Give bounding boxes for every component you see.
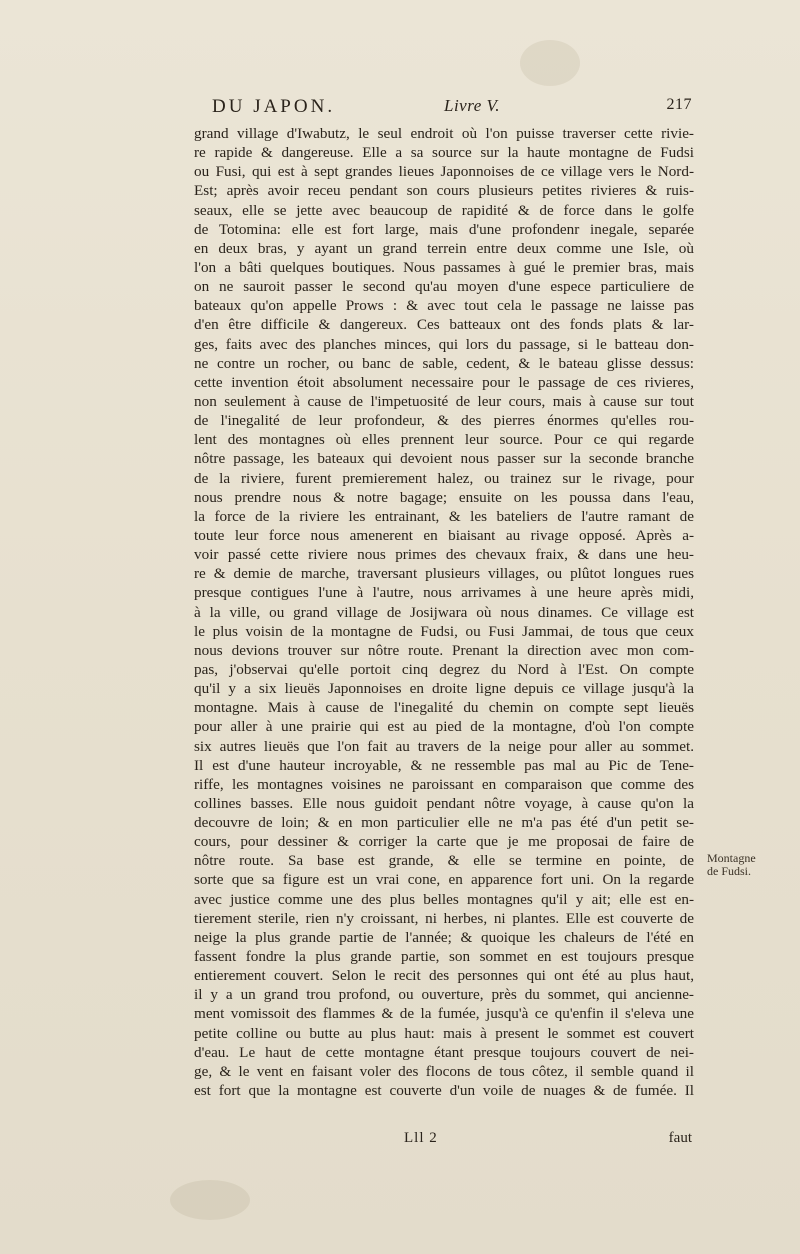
text-line: le plus voisin de la montagne de Fudsi, ou Fusi Jammai, de tous que ceux xyxy=(194,622,694,640)
text-line: riffe, les montagnes voisines ne paroissant en comparaison que comme des xyxy=(194,775,694,793)
text-line: grand village d'Iwabutz, le seul endroit où l'on puisse traverser cette rivie- xyxy=(194,125,694,142)
text-line: decouvre de loin; & en mon particulier elle ne m'a pas été d'un petit se- xyxy=(194,814,694,832)
text-line: tierement sterile, rien n'y croissant, ni herbes, ni plantes. Elle est couverte de xyxy=(194,909,694,927)
text-line: montagne. Mais à cause de l'inegalité du chemin on compte sept lieuës xyxy=(194,699,694,717)
text-line: entierement couvert. Selon le recit des personnes qui ont été au plus haut, xyxy=(194,967,694,985)
margin-note xyxy=(707,852,777,878)
text-line: avec justice comme une des plus belles montagnes qu'il y ait; elle est en- xyxy=(194,890,694,908)
book-number: Livre V. xyxy=(444,96,500,115)
text-line: à la ville, ou grand village de Josijwara où nous dinames. Ce village est xyxy=(194,603,694,621)
text-line: d'en être difficile & dangereux. Ces batteaux ont des fonds plats & lar- xyxy=(194,316,694,334)
text-line: ge, & le vent en faisant voler des flocons de tous côtez, il semble quand il xyxy=(194,1062,694,1080)
text-line: nous prendre nous & notre bagage; ensuite on les poussa dans l'eau, xyxy=(194,488,694,506)
text-line: cours, pour dessiner & corriger la carte que je me proposai de faire de xyxy=(194,833,694,851)
text-line: ment vomissoit des flammes & de la fumée, jusqu'à ce qu'enfin il s'eleva une xyxy=(194,1005,694,1023)
text-line: non seulement à cause de l'impetuosité de leur cours, mais à cause sur tout xyxy=(194,392,694,410)
page-number: 217 xyxy=(666,96,692,113)
text-line: seaux, elle se jette avec beaucoup de rapidité & de force dans le golfe xyxy=(194,201,694,219)
text-line: nous devions trouver sur nôtre route. Prenant la direction avec mon com- xyxy=(194,641,694,659)
text-line: sorte que sa figure est un vrai cone, en apparence fort uni. On la regarde xyxy=(194,871,694,889)
text-line: il y a un grand trou profond, ou ouverture, près du sommet, qui ancienne- xyxy=(194,986,694,1004)
text-line: six autres lieuës que l'on fait au travers de la neige pour aller au sommet. xyxy=(194,737,694,755)
text-line: cette invention étoit absolument necessaire pour le passage de ces rivieres, xyxy=(194,373,694,391)
text-line: la force de la riviere les entrainant, & les bateliers de l'autre ramant de xyxy=(194,507,694,525)
text-line: ou Fusi, qui est à sept grandes lieues Japonnoises de ce village vers le Nord- xyxy=(194,163,694,181)
paper-stain xyxy=(520,40,580,86)
text-line: collines basses. Elle nous guidoit pendant nôtre voyage, à cause qu'on la xyxy=(194,794,694,812)
text-line: petite colline ou butte au plus haut: mais à present le sommet est couvert xyxy=(194,1024,694,1042)
text-line: ne contre un rocher, ou banc de sable, cedent, & le bateau glisse dessus: xyxy=(194,354,694,372)
text-line: ges, faits avec des planches minces, qui lors du passage, si le batteau don- xyxy=(194,335,694,353)
signature-mark: Lll 2 xyxy=(404,1130,438,1146)
text-line: Est; après avoir receu pendant son cours plusieurs petites rivieres & ruis- xyxy=(194,182,694,200)
text-line: nôtre route. Sa base est grande, & elle se termine en pointe, de xyxy=(194,852,694,870)
text-line: de la riviere, furent premierement halez, ou trainez sur le rivage, pour xyxy=(194,469,694,487)
text-line: toute leur force nous amenerent en biaisant au rivage opposé. Après a- xyxy=(194,526,694,544)
text-line: re rapide & dangereuse. Elle a sa source sur la haute montagne de Fudsi xyxy=(194,144,694,162)
text-line: lent des montagnes où elles prennent leur source. Pour ce qui regarde xyxy=(194,431,694,449)
text-line: de Totomina: elle est fort large, mais d'une profondenr inegale, separée xyxy=(194,220,694,238)
text-line: presque contigues l'une à l'autre, nous arrivames à une heure après midi, xyxy=(194,584,694,602)
text-line: neige la plus grande partie de l'année; & quoique les chaleurs de l'été en xyxy=(194,928,694,946)
margin-note-line: de Fudsi. xyxy=(707,864,752,878)
text-line: qu'il y a six lieuës Japonnoises en droite ligne depuis ce village jusqu'à la xyxy=(194,680,694,698)
text-line: pas, j'observai qu'elle portoit cinq degrez du Nord à l'Est. On compte xyxy=(194,660,694,678)
running-header xyxy=(212,96,692,122)
text-line: voir passé cette riviere nous primes des chevaux fraix, & dans une heu- xyxy=(194,546,694,564)
running-title: DU JAPON. xyxy=(212,96,336,117)
text-line: nôtre passage, les bateaux qui devoient nous passer sur la seconde branche xyxy=(194,450,694,468)
body-text xyxy=(194,124,694,1100)
text-line: d'eau. Le haut de cette montagne étant presque toujours couvert de nei- xyxy=(194,1043,694,1061)
text-line: fassent fondre la plus grande partie, son sommet en est toujours presque xyxy=(194,948,694,966)
text-line: re & demie de marche, traversant plusieurs villages, ou plûtot longues rues xyxy=(194,565,694,583)
text-line: est fort que la montagne est couverte d'un voile de nuages & de fumée. Il xyxy=(194,1082,694,1100)
paper-stain xyxy=(170,1180,250,1220)
text-line: bateaux qu'on appelle Prows : & avec tout cela le passage ne laisse pas xyxy=(194,297,694,315)
text-line: l'on a bâti quelques boutiques. Nous passames à gué le premier bras, mais xyxy=(194,258,694,276)
catchword: faut xyxy=(668,1130,692,1146)
page-footer xyxy=(194,1130,694,1152)
margin-note-line: Montagne xyxy=(707,851,756,865)
text-line: en deux bras, y ayant un grand terrein entre deux comme une Isle, où xyxy=(194,239,694,257)
text-line: de l'inegalité de leur profondeur, & des pierres énormes qu'elles rou- xyxy=(194,412,694,430)
text-line: pour aller à une prairie qui est au pied de la montagne, d'où l'on compte xyxy=(194,718,694,736)
text-line: on ne sauroit passer le second qu'au moyen d'une espece particuliere de xyxy=(194,278,694,296)
text-line: Il est d'une hauteur incroyable, & ne ressemble pas mal au Pic de Tene- xyxy=(194,756,694,774)
